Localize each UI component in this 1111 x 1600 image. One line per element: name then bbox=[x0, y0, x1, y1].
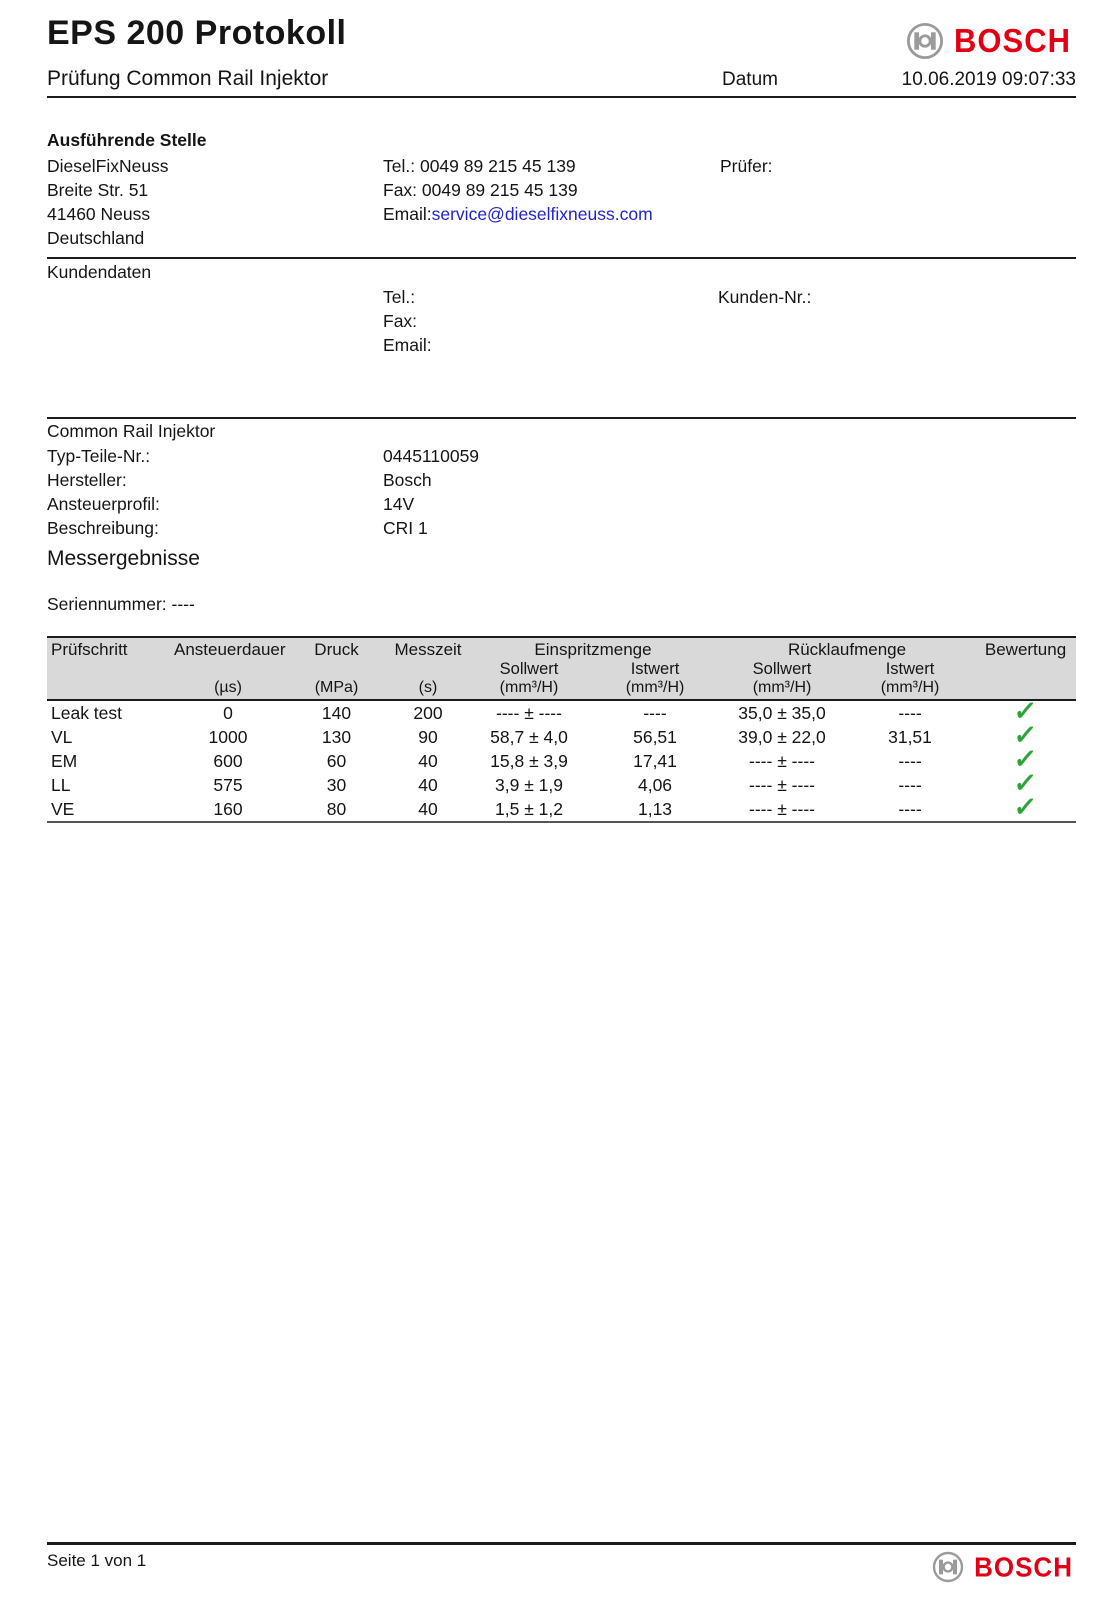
cell-eins-soll: 3,9 ± 1,9 bbox=[495, 774, 563, 795]
document-subtitle: Prüfung Common Rail Injektor bbox=[47, 67, 329, 90]
cell-rueck-ist: ---- bbox=[898, 702, 922, 723]
cell-eins-ist: 17,41 bbox=[633, 750, 677, 771]
injector-label-description: Beschreibung: bbox=[47, 518, 159, 538]
table-row bbox=[47, 773, 1076, 797]
cell-eins-soll: 58,7 ± 4,0 bbox=[490, 726, 568, 747]
cell-rueck-soll: 35,0 ± 35,0 bbox=[738, 702, 826, 723]
unit-ansteuerdauer: (µs) bbox=[172, 679, 284, 700]
cell-step: Leak test bbox=[51, 702, 123, 723]
executing-site-heading: Ausführende Stelle bbox=[47, 130, 207, 150]
table-header-row-units bbox=[47, 679, 1076, 700]
subheader-rueck-istwert: Istwert bbox=[885, 660, 935, 678]
executing-site-street: Breite Str. 51 bbox=[47, 180, 149, 200]
cell-eins-soll: ---- ± ---- bbox=[496, 702, 562, 723]
col-header-ruecklaufmenge: Rücklaufmenge bbox=[719, 637, 975, 660]
cell-dauer: 575 bbox=[213, 774, 243, 795]
injector-label-manufacturer: Hersteller: bbox=[47, 470, 127, 490]
injector-value-profile: 14V bbox=[383, 494, 415, 514]
injector-value-description: CRI 1 bbox=[383, 518, 428, 538]
cell-zeit: 40 bbox=[389, 797, 467, 822]
table-header-row-main bbox=[47, 637, 1076, 660]
cell-druck: 30 bbox=[326, 774, 347, 795]
subheader-einspritz-sollwert: Sollwert bbox=[499, 660, 559, 678]
bosch-armature-icon bbox=[906, 22, 944, 60]
examiner-label: Prüfer: bbox=[720, 156, 773, 176]
bosch-armature-icon bbox=[932, 1551, 964, 1583]
customer-tel-label: Tel.: bbox=[383, 287, 416, 307]
injector-value-manufacturer: Bosch bbox=[383, 470, 432, 490]
table-row bbox=[47, 700, 1076, 725]
table-row bbox=[47, 725, 1076, 749]
customer-heading: Kundendaten bbox=[47, 262, 152, 282]
cell-rueck-ist: 31,51 bbox=[888, 726, 932, 747]
cell-rueck-soll: ---- ± ---- bbox=[719, 797, 845, 822]
check-icon: ✓ bbox=[1012, 792, 1039, 822]
col-header-bewertung: Bewertung bbox=[975, 637, 1076, 660]
date-value: 10.06.2019 09:07:33 bbox=[901, 69, 1076, 90]
cell-rueck-ist: ---- bbox=[898, 774, 922, 795]
customer-number-label: Kunden-Nr.: bbox=[718, 287, 812, 307]
col-header-druck: Druck bbox=[284, 637, 389, 660]
cell-druck: 140 bbox=[321, 702, 352, 723]
section-divider-1 bbox=[47, 257, 1076, 259]
injector-value-type: 0445110059 bbox=[383, 446, 480, 466]
cell-step: VE bbox=[47, 797, 172, 822]
cell-zeit: 40 bbox=[418, 750, 438, 771]
cell-rueck-ist: ---- bbox=[898, 750, 922, 771]
cell-druck: 80 bbox=[284, 797, 389, 822]
cell-druck: 130 bbox=[321, 726, 352, 747]
table-header-row-sub bbox=[47, 660, 1076, 679]
col-header-pruefschritt: Prüfschritt bbox=[47, 637, 172, 660]
cell-dauer: 1000 bbox=[208, 726, 248, 747]
email-link[interactable]: service@dieselfixneuss.com bbox=[431, 204, 653, 224]
table-row bbox=[47, 797, 1076, 822]
cell-eins-ist: 56,51 bbox=[633, 726, 677, 747]
cell-zeit: 40 bbox=[418, 774, 438, 795]
unit-rueck-istwert: (mm³/H) bbox=[845, 679, 975, 700]
results-table bbox=[47, 636, 1076, 823]
cell-druck: 60 bbox=[326, 750, 347, 771]
cell-eins-ist: ---- bbox=[643, 702, 667, 723]
col-header-messzeit: Messzeit bbox=[389, 637, 467, 660]
cell-eins-soll: 1,5 ± 1,2 bbox=[467, 797, 591, 822]
cell-dauer: 160 bbox=[172, 797, 284, 822]
cell-dauer: 0 bbox=[223, 702, 233, 723]
results-heading: Messergebnisse bbox=[47, 547, 200, 570]
executing-site-fax: Fax: 0049 89 215 45 139 bbox=[383, 180, 578, 200]
serial-label: Seriennummer: bbox=[47, 594, 167, 614]
executing-site-city: 41460 Neuss bbox=[47, 204, 151, 224]
bosch-logo bbox=[906, 22, 1071, 60]
bosch-wordmark: BOSCH bbox=[974, 1550, 1073, 1583]
cell-step: LL bbox=[51, 774, 71, 795]
executing-site-name: DieselFixNeuss bbox=[47, 156, 169, 176]
page-number: Seite 1 von 1 bbox=[47, 1551, 147, 1570]
cell-step: EM bbox=[51, 750, 78, 771]
page-title: EPS 200 Protokoll bbox=[47, 14, 347, 52]
cell-eins-ist: 1,13 bbox=[591, 797, 719, 822]
cell-rueck-ist: ---- bbox=[845, 797, 975, 822]
table-row bbox=[47, 749, 1076, 773]
customer-fax-label: Fax: bbox=[383, 311, 418, 331]
check-icon: ✓ bbox=[1012, 768, 1039, 798]
unit-einspritz-istwert: (mm³/H) bbox=[591, 679, 719, 700]
injector-label-profile: Ansteuerprofil: bbox=[47, 494, 160, 514]
cell-bewertung bbox=[975, 792, 1076, 822]
cell-eins-ist: 4,06 bbox=[637, 774, 673, 795]
customer-email-label: Email: bbox=[383, 335, 432, 355]
header-divider bbox=[47, 96, 1076, 98]
injector-label-type: Typ-Teile-Nr.: bbox=[47, 446, 151, 466]
date-label: Datum bbox=[722, 69, 778, 90]
cell-zeit: 200 bbox=[413, 702, 443, 723]
cell-dauer: 600 bbox=[213, 750, 243, 771]
serial-number-line bbox=[47, 594, 195, 615]
unit-druck: (MPa) bbox=[284, 679, 389, 700]
check-icon: ✓ bbox=[1012, 696, 1039, 726]
email-label: Email: bbox=[383, 204, 432, 224]
cell-rueck-soll: ---- ± ---- bbox=[749, 774, 815, 795]
bosch-logo-footer bbox=[932, 1551, 1073, 1583]
cell-zeit: 90 bbox=[418, 726, 438, 747]
serial-value: ---- bbox=[171, 594, 195, 614]
check-icon: ✓ bbox=[1012, 744, 1039, 774]
footer-divider bbox=[47, 1542, 1076, 1545]
unit-messzeit: (s) bbox=[389, 679, 467, 700]
injector-heading: Common Rail Injektor bbox=[47, 421, 216, 441]
unit-einspritz-sollwert: (mm³/H) bbox=[467, 679, 591, 700]
cell-rueck-soll: 39,0 ± 22,0 bbox=[738, 726, 826, 747]
executing-site-country: Deutschland bbox=[47, 228, 145, 248]
col-header-ansteuerdauer: Ansteuerdauer bbox=[172, 637, 284, 660]
bosch-wordmark: BOSCH bbox=[954, 21, 1071, 60]
subheader-einspritz-istwert: Istwert bbox=[630, 660, 680, 678]
check-icon: ✓ bbox=[1012, 720, 1039, 750]
unit-rueck-sollwert: (mm³/H) bbox=[719, 679, 845, 700]
col-header-einspritzmenge: Einspritzmenge bbox=[467, 637, 719, 660]
cell-step: VL bbox=[51, 726, 73, 747]
executing-site-email-line bbox=[383, 204, 653, 225]
cell-eins-soll: 15,8 ± 3,9 bbox=[490, 750, 568, 771]
section-divider-2 bbox=[47, 417, 1076, 419]
cell-rueck-soll: ---- ± ---- bbox=[749, 750, 815, 771]
executing-site-tel: Tel.: 0049 89 215 45 139 bbox=[383, 156, 576, 176]
subheader-rueck-sollwert: Sollwert bbox=[752, 660, 812, 678]
